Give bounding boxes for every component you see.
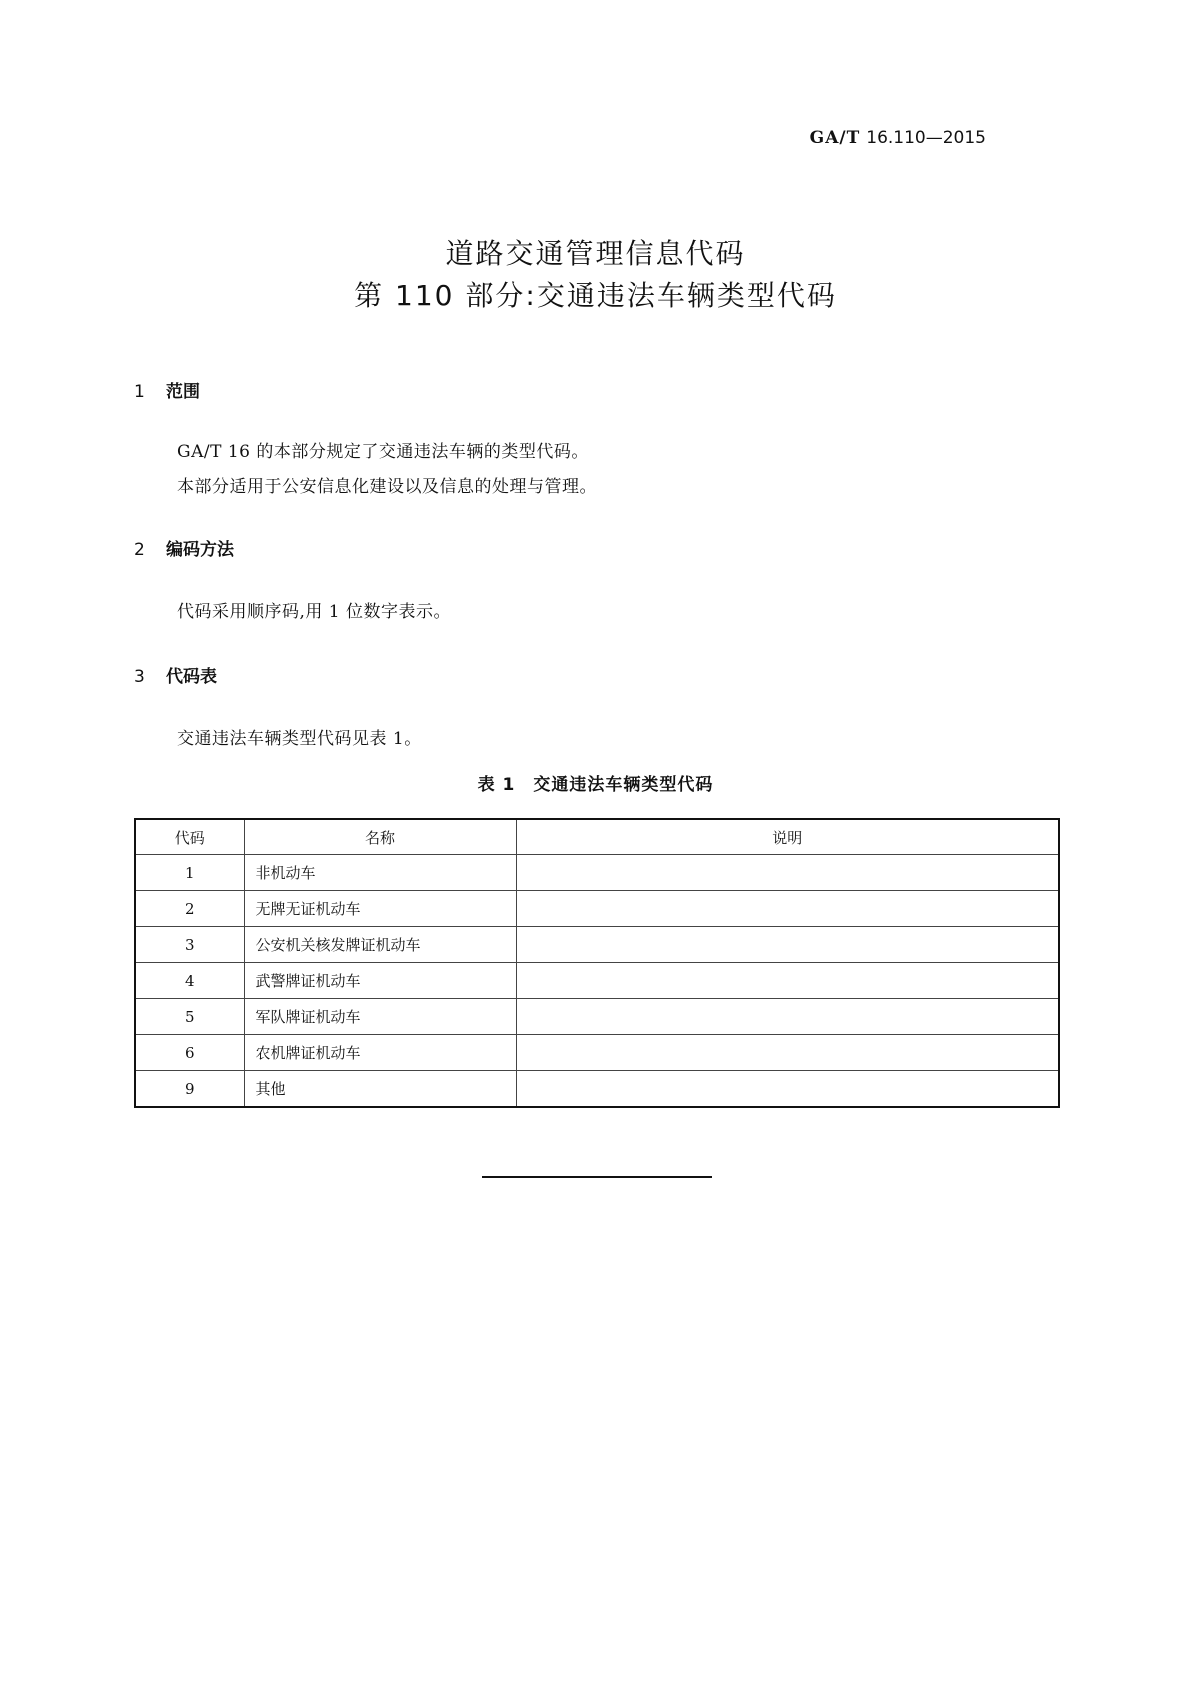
cell-code: 9 xyxy=(135,1071,244,1108)
table-row xyxy=(135,1035,1059,1071)
header-note: 说明 xyxy=(516,819,1059,855)
cell-name: 无牌无证机动车 xyxy=(244,891,516,927)
section-number: 3 xyxy=(134,667,145,687)
cell-note xyxy=(516,1035,1059,1071)
cell-note xyxy=(516,1071,1059,1108)
standard-number xyxy=(810,128,986,148)
section-heading-code-table xyxy=(134,662,217,687)
cell-code: 1 xyxy=(135,855,244,891)
cell-name: 非机动车 xyxy=(244,855,516,891)
cell-code: 5 xyxy=(135,999,244,1035)
table-row xyxy=(135,963,1059,999)
section-number: 2 xyxy=(134,540,145,560)
document-title: 道路交通管理信息代码 xyxy=(445,237,746,270)
cell-note xyxy=(516,927,1059,963)
coding-method-paragraph: 代码采用顺序码,用 1 位数字表示。 xyxy=(177,602,452,622)
vehicle-type-code-table xyxy=(134,818,1060,1108)
table-header-row xyxy=(135,819,1059,855)
cell-code: 2 xyxy=(135,891,244,927)
section-number: 1 xyxy=(134,382,145,402)
cell-name: 军队牌证机动车 xyxy=(244,999,516,1035)
table-row xyxy=(135,1071,1059,1108)
table-row xyxy=(135,999,1059,1035)
standard-prefix: GA/T xyxy=(809,128,861,148)
scope-paragraph-1: GA/T 16 的本部分规定了交通违法车辆的类型代码。 xyxy=(177,442,589,462)
cell-note xyxy=(516,999,1059,1035)
cell-note xyxy=(516,891,1059,927)
header-name: 名称 xyxy=(244,819,516,855)
cell-name: 公安机关核发牌证机动车 xyxy=(244,927,516,963)
cell-name: 其他 xyxy=(244,1071,516,1108)
scope-paragraph-2: 本部分适用于公安信息化建设以及信息的处理与管理。 xyxy=(177,477,597,497)
section-title: 范围 xyxy=(166,382,200,402)
section-heading-scope xyxy=(134,377,200,402)
code-table-paragraph: 交通违法车辆类型代码见表 1。 xyxy=(177,729,422,749)
cell-code: 6 xyxy=(135,1035,244,1071)
standard-code: 16.110—2015 xyxy=(866,128,986,148)
cell-code: 4 xyxy=(135,963,244,999)
section-title: 编码方法 xyxy=(166,540,234,560)
end-rule xyxy=(482,1176,712,1178)
section-title: 代码表 xyxy=(166,667,217,687)
table-row xyxy=(135,891,1059,927)
table-caption: 表 1 交通违法车辆类型代码 xyxy=(477,775,714,795)
table-row xyxy=(135,855,1059,891)
cell-name: 农机牌证机动车 xyxy=(244,1035,516,1071)
cell-name: 武警牌证机动车 xyxy=(244,963,516,999)
cell-code: 3 xyxy=(135,927,244,963)
header-code: 代码 xyxy=(135,819,244,855)
document-subtitle: 第 110 部分:交通违法车辆类型代码 xyxy=(354,279,837,312)
cell-note xyxy=(516,855,1059,891)
cell-note xyxy=(516,963,1059,999)
section-heading-coding-method xyxy=(134,535,234,560)
table-row xyxy=(135,927,1059,963)
